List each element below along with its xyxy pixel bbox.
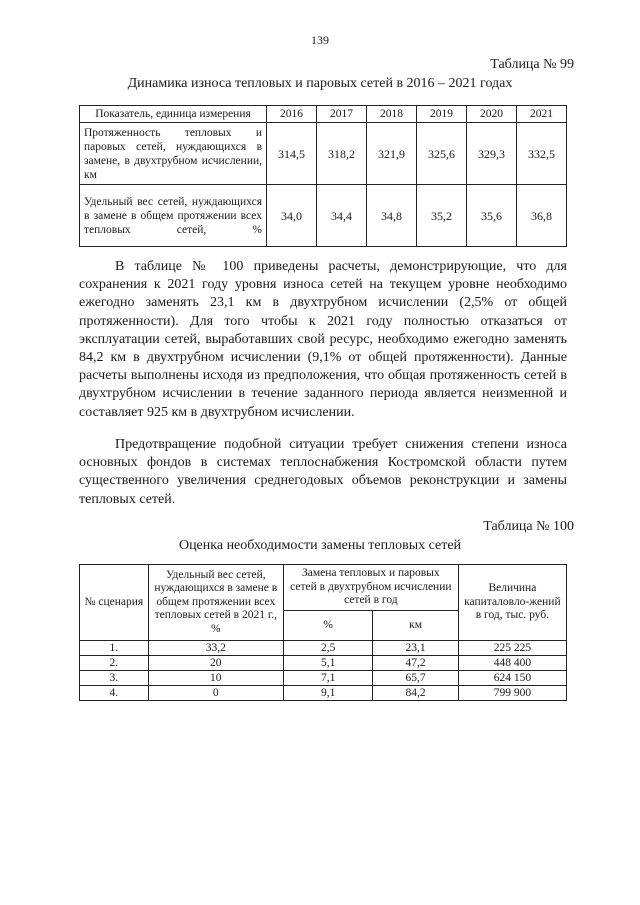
table-cell: 47,2 bbox=[373, 656, 458, 671]
table-cell: 35,6 bbox=[467, 185, 517, 247]
table-row bbox=[80, 641, 567, 656]
table-cell: 314,5 bbox=[267, 123, 317, 185]
body-paragraph bbox=[79, 258, 567, 422]
table-row bbox=[80, 656, 567, 671]
table-header-row bbox=[80, 565, 567, 611]
row-indicator: Удельный вес сетей, нуждающихся в замене в общем протяжении всех тепловых сетей, % bbox=[80, 185, 267, 247]
table-99 bbox=[79, 105, 567, 247]
table-100-title: Оценка необходимости замены тепловых сетей bbox=[178, 538, 462, 553]
column-header-year: 2021 bbox=[517, 106, 567, 123]
table-cell: 318,2 bbox=[317, 123, 367, 185]
table-cell: 34,4 bbox=[317, 185, 367, 247]
paragraph-text: В таблице № 100 приведены расчеты, демонстрирующие, что для сохранения к 2021 году уровня износа сетей на текущем уровне необходимо ежегодно заменять 23,1 км в двухтрубном исчислении (2,5% от общей протяженности). Для того чтобы к 2021 году полностью отказаться от эксплуатации сетей, выработавших свой ресурс, необходимо ежегодно заменять 84,2 км в двухтрубном исчислении (9,1% от общей протяженности). Данные расчеты выполнены исходя из предположения, что общая протяженность сетей в двухтрубном исчислении в течение заданного периода является неизменной и составляет 925 км в двухтрубном исчислении. bbox=[79, 259, 567, 420]
table-cell: 84,2 bbox=[373, 686, 458, 701]
table-cell: 5,1 bbox=[283, 656, 372, 671]
table-cell: 3. bbox=[80, 671, 149, 686]
table-cell: 2. bbox=[80, 656, 149, 671]
table-row bbox=[80, 185, 567, 247]
table-99-label: Таблица № 99 bbox=[490, 57, 574, 72]
table-cell: 10 bbox=[148, 671, 283, 686]
table-cell: 9,1 bbox=[283, 686, 372, 701]
table-cell: 799 900 bbox=[458, 686, 566, 701]
table-99-title: Динамика износа тепловых и паровых сетей в 2016 – 2021 годах bbox=[127, 76, 513, 91]
column-header-investment: Величина капиталовло-жений в год, тыс. руб. bbox=[458, 565, 566, 641]
column-header-replacement: Замена тепловых и паровых сетей в двухтрубном исчислении сетей в год bbox=[283, 565, 458, 611]
column-header-year: 2018 bbox=[367, 106, 417, 123]
table-row bbox=[80, 686, 567, 701]
table-100-label: Таблица № 100 bbox=[483, 519, 574, 534]
table-cell: 0 bbox=[148, 686, 283, 701]
table-cell: 2,5 bbox=[283, 641, 372, 656]
table-cell: 20 bbox=[148, 656, 283, 671]
table-cell: 23,1 bbox=[373, 641, 458, 656]
table-cell: 65,7 bbox=[373, 671, 458, 686]
column-header-year: 2020 bbox=[467, 106, 517, 123]
column-header-percent: % bbox=[283, 611, 372, 641]
table-cell: 36,8 bbox=[517, 185, 567, 247]
column-header-year: 2016 bbox=[267, 106, 317, 123]
column-header-share: Удельный вес сетей, нуждающихся в замене в общем протяжении всех тепловых сетей в 2021 г., % bbox=[148, 565, 283, 641]
body-paragraph bbox=[79, 436, 567, 509]
column-header-scenario: № сценария bbox=[80, 565, 149, 641]
column-header-year: 2017 bbox=[317, 106, 367, 123]
table-cell: 35,2 bbox=[417, 185, 467, 247]
paragraph-text: Предотвращение подобной ситуации требует снижения степени износа основных фондов в системах теплоснабжения Костромской области путем существенного увеличения среднегодовых объемов реконструкции и замены тепловых сетей. bbox=[79, 437, 567, 507]
table-row bbox=[80, 123, 567, 185]
table-cell: 329,3 bbox=[467, 123, 517, 185]
table-cell: 7,1 bbox=[283, 671, 372, 686]
table-cell: 225 225 bbox=[458, 641, 566, 656]
column-header-indicator: Показатель, единица измерения bbox=[80, 106, 267, 123]
table-cell: 1. bbox=[80, 641, 149, 656]
table-cell: 34,0 bbox=[267, 185, 317, 247]
page-number: 139 bbox=[311, 33, 329, 47]
table-cell: 448 400 bbox=[458, 656, 566, 671]
table-cell: 321,9 bbox=[367, 123, 417, 185]
table-cell: 325,6 bbox=[417, 123, 467, 185]
table-cell: 624 150 bbox=[458, 671, 566, 686]
table-row bbox=[80, 671, 567, 686]
row-indicator: Протяженность тепловых и паровых сетей, нуждающихся в замене, в двухтрубном исчислении, км bbox=[80, 123, 267, 185]
table-header-row bbox=[80, 106, 567, 123]
table-cell: 4. bbox=[80, 686, 149, 701]
table-cell: 34,8 bbox=[367, 185, 417, 247]
column-header-year: 2019 bbox=[417, 106, 467, 123]
table-cell: 332,5 bbox=[517, 123, 567, 185]
table-cell: 33,2 bbox=[148, 641, 283, 656]
column-header-km: км bbox=[373, 611, 458, 641]
table-100 bbox=[79, 564, 567, 701]
